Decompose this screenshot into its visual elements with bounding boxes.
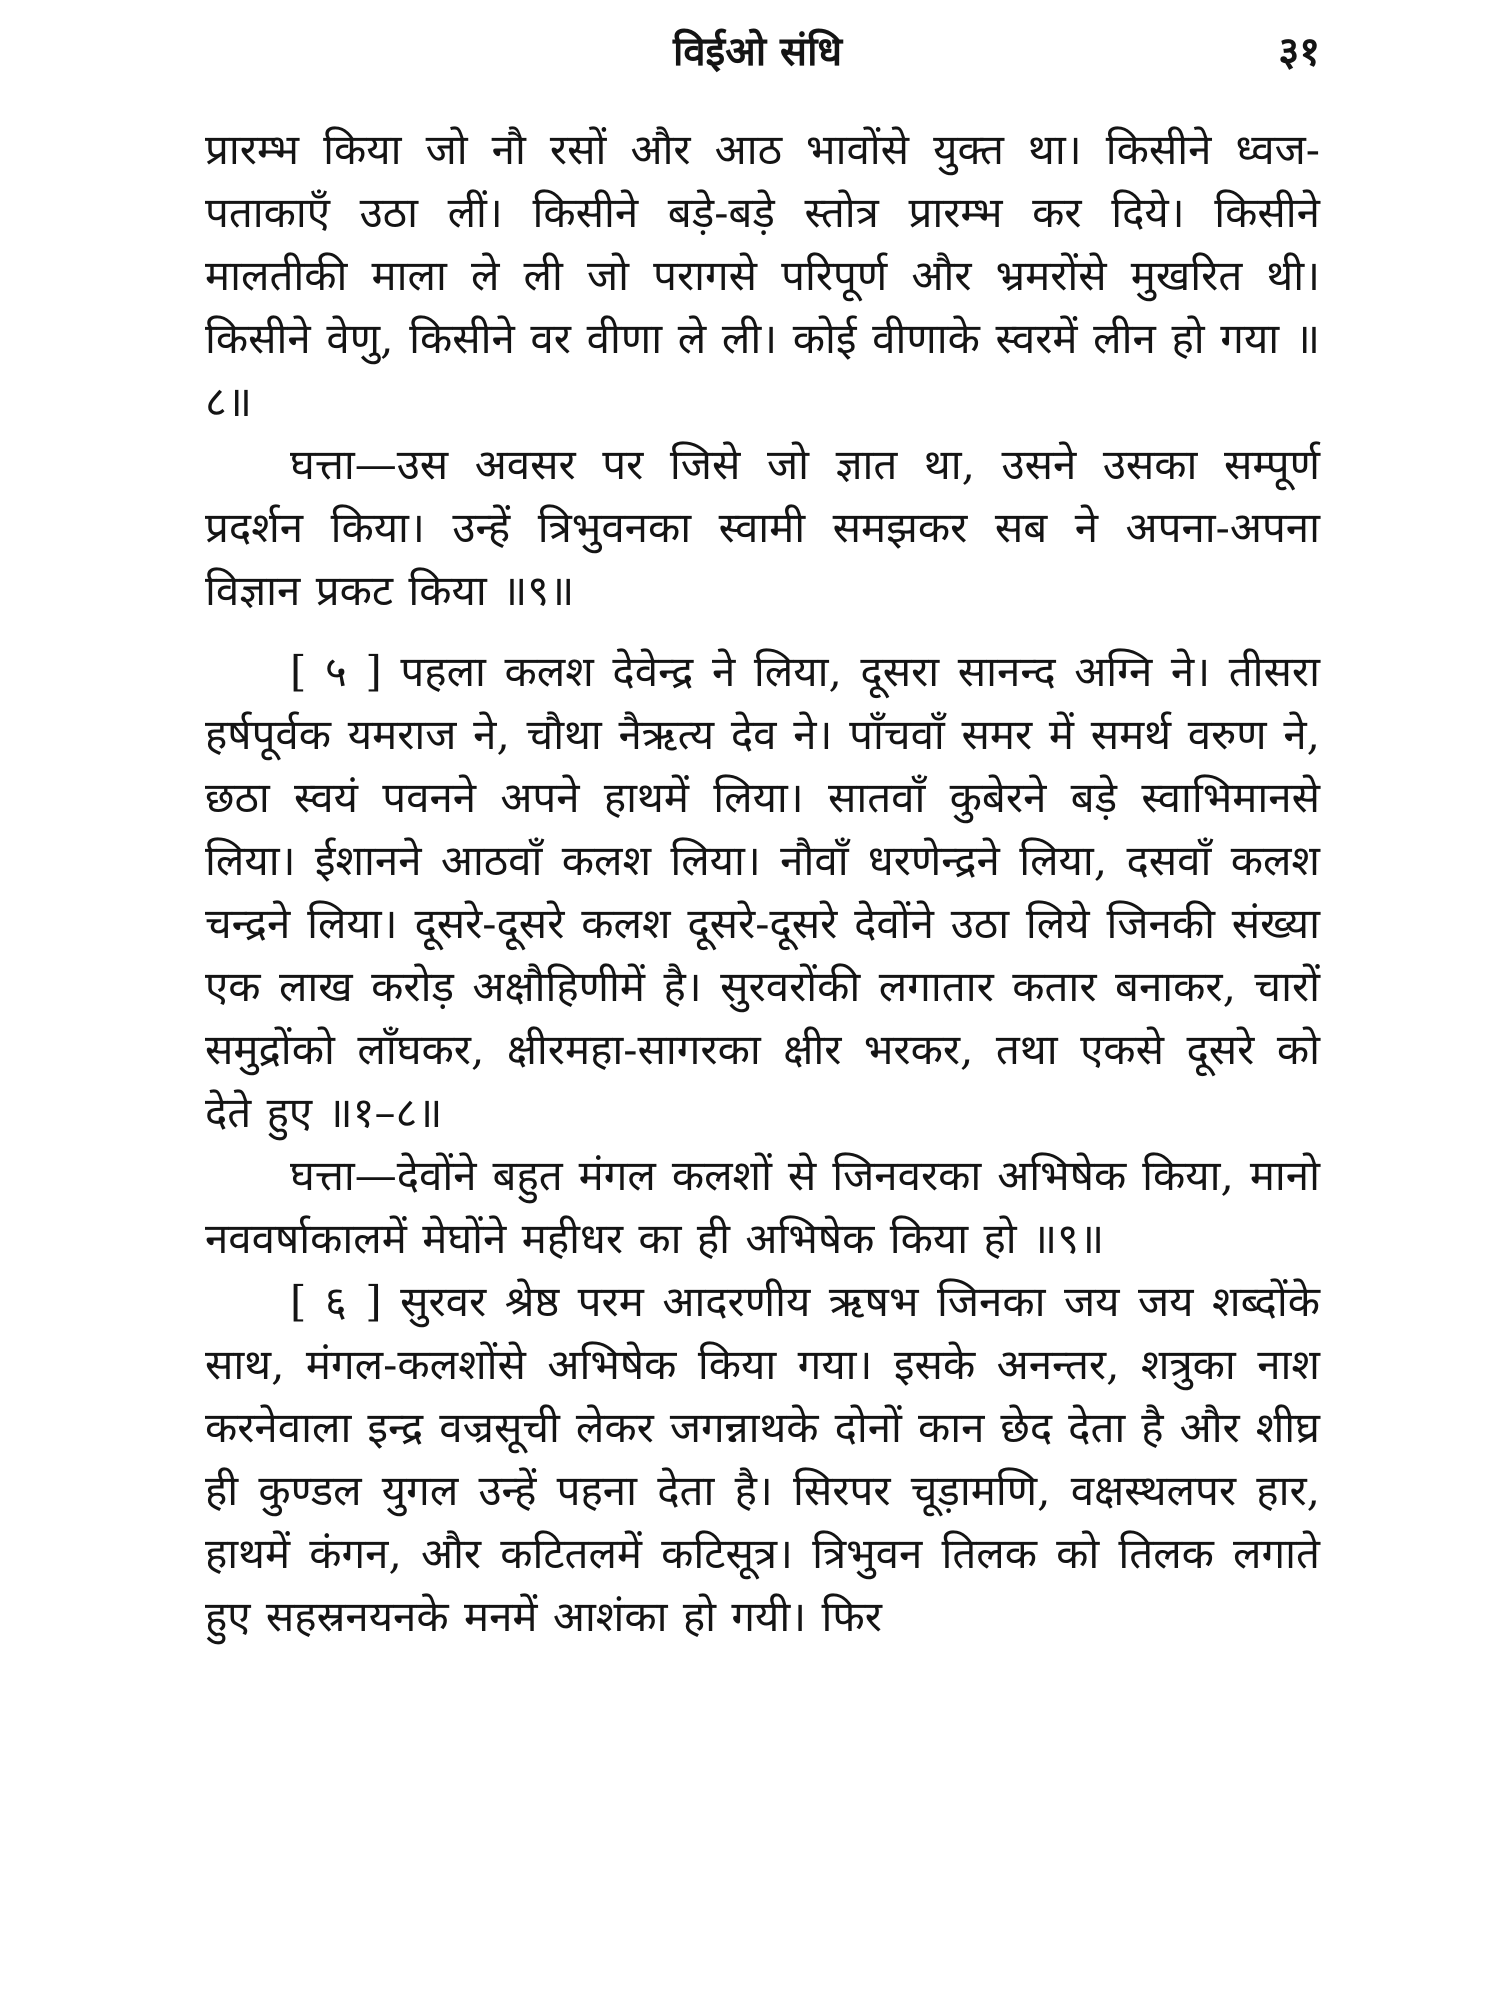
body-text	[205, 118, 1320, 1648]
paragraph-continued: प्रारम्भ किया जो नौ रसों और आठ भावोंसे युक्त था। किसीने ध्वज-पताकाएँ उठा लीं। किसीने बड़े-बड़े स्तोत्र प्रारम्भ कर दिये। किसीने मालतीकी माला ले ली जो परागसे परिपूर्ण और भ्रमरोंसे मुखरित थी। किसीने वेणु, किसीने वर वीणा ले ली। कोई वीणाके स्वरमें लीन हो गया ॥८॥	[205, 125, 1320, 426]
paragraph-ghatta: घत्ता—देवोंने बहुत मंगल कलशों से जिनवरका अभिषेक किया, मानो नववर्षाकालमें मेघोंने महीधर का ही अभिषेक किया हो ॥९॥	[205, 1151, 1320, 1263]
chapter-title: विईओ संधि	[672, 28, 843, 75]
page-number: ३१	[1278, 28, 1320, 75]
running-header	[195, 22, 1320, 82]
paragraph-ghatta: घत्ता—उस अवसर पर जिसे जो ज्ञात था, उसने उसका सम्पूर्ण प्रदर्शन किया। उन्हें त्रिभुवनका स्वामी समझकर सब ने अपना-अपना विज्ञान प्रकट किया ॥९॥	[205, 440, 1320, 615]
paragraph-section-6: [ ६ ] सुरवर श्रेष्ठ परम आदरणीय ऋषभ जिनका जय जय शब्दोंके साथ, मंगल-कलशोंसे अभिषेक किया गया। इसके अनन्तर, शत्रुका नाश करनेवाला इन्द्र वज्रसूची लेकर जगन्नाथके दोनों कान छेद देता है और शीघ्र ही कुण्डल युगल उन्हें पहना देता है। सिरपर चूड़ामणि, वक्षस्थलपर हार, हाथमें कंगन, और कटितलमें कटिसूत्र। त्रिभुवन तिलक को तिलक लगाते हुए सहस्रनयनके मनमें आशंका हो गयी। फिर	[205, 1277, 1320, 1641]
paragraph-section-5: [ ५ ] पहला कलश देवेन्द्र ने लिया, दूसरा सानन्द अग्नि ने। तीसरा हर्षपूर्वक यमराज ने, चौथा नैऋत्य देव ने। पाँचवाँ समर में समर्थ वरुण ने, छठा स्वयं पवनने अपने हाथमें लिया। सातवाँ कुबेरने बड़े स्वाभिमानसे लिया। ईशानने आठवाँ कलश लिया। नौवाँ धरणेन्द्रने लिया, दसवाँ कलश चन्द्रने लिया। दूसरे-दूसरे कलश दूसरे-दूसरे देवोंने उठा लिये जिनकी संख्या एक लाख करोड़ अक्षौहिणीमें है। सुरवरोंकी लगातार कतार बनाकर, चारों समुद्रोंको लाँघकर, क्षीरमहा-सागरका क्षीर भरकर, तथा एकसे दूसरे को देते हुए ॥१–८॥	[205, 647, 1320, 1137]
